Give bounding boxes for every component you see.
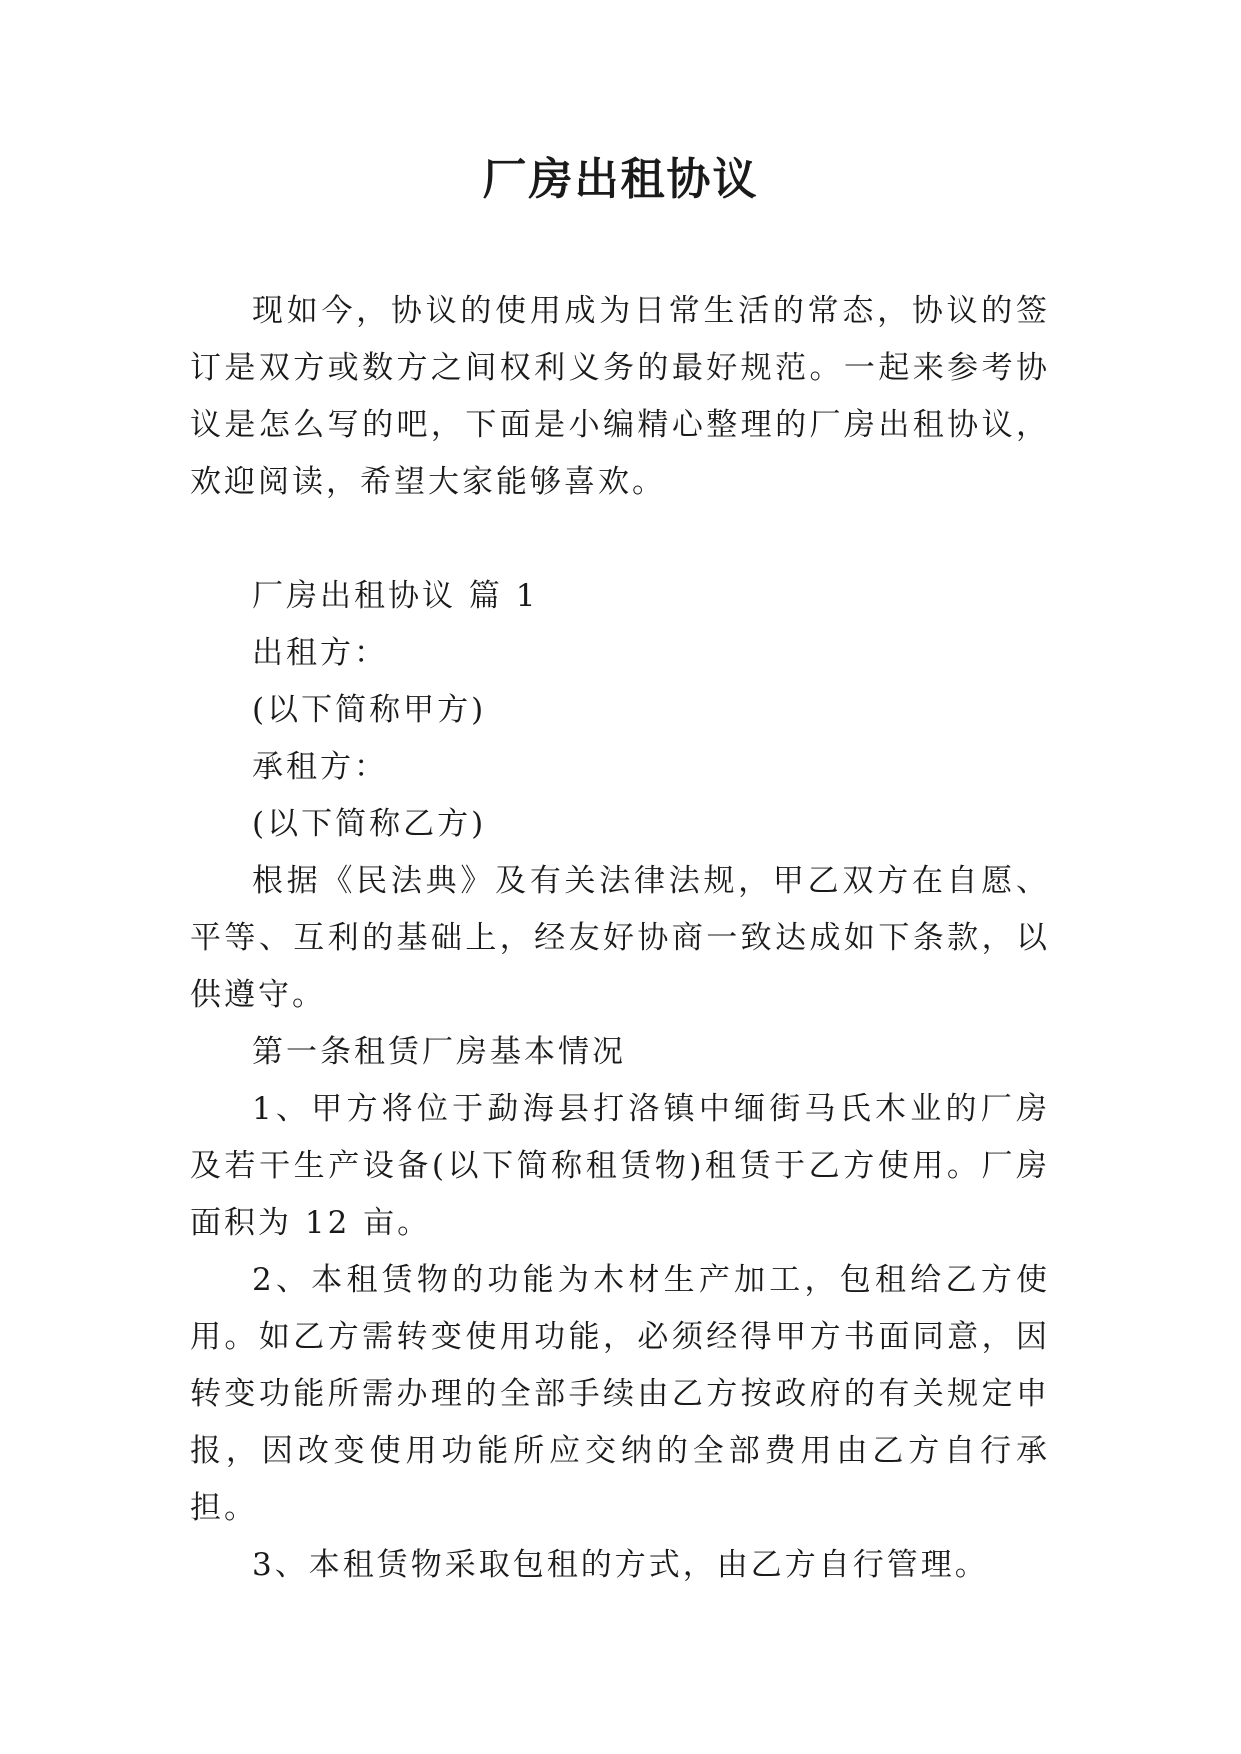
lessee-label: 承租方： <box>252 749 388 785</box>
article-heading: 第一条租赁厂房基本情况 <box>252 1034 626 1070</box>
lessor-label: 出租方： <box>252 635 388 671</box>
clause-3: 3、本租赁物采取包租的方式，由乙方自行管理。 <box>252 1547 989 1583</box>
lessee-note: (以下简称乙方) <box>252 806 487 842</box>
intro-paragraph: 现如今，协议的使用成为日常生活的常态，协议的签订是双方或数方之间权利义务的最好规范。一起来参考协议是怎么写的吧，下面是小编精心整理的厂房出租协议，欢迎阅读，希望大家能够喜欢。 <box>190 293 1050 500</box>
document-title: 厂房出租协议 <box>482 154 759 205</box>
document-body <box>190 283 1050 1594</box>
clause-1: 1、甲方将位于勐海县打洛镇中缅街马氏木业的厂房及若干生产设备(以下简称租赁物)租赁于乙方使用。厂房面积为 12 亩。 <box>190 1091 1050 1241</box>
lessor-note: (以下简称甲方) <box>252 692 487 728</box>
clause-2: 2、本租赁物的功能为木材生产加工，包租给乙方使用。如乙方需转变使用功能，必须经得甲方书面同意，因转变功能所需办理的全部手续由乙方按政府的有关规定申报，因改变使用功能所应交纳的全部费用由乙方自行承担。 <box>190 1262 1050 1526</box>
preamble-paragraph: 根据《民法典》及有关法律法规，甲乙双方在自愿、平等、互利的基础上，经友好协商一致达成如下条款，以供遵守。 <box>190 863 1050 1013</box>
section-heading: 厂房出租协议 篇 1 <box>252 578 539 614</box>
